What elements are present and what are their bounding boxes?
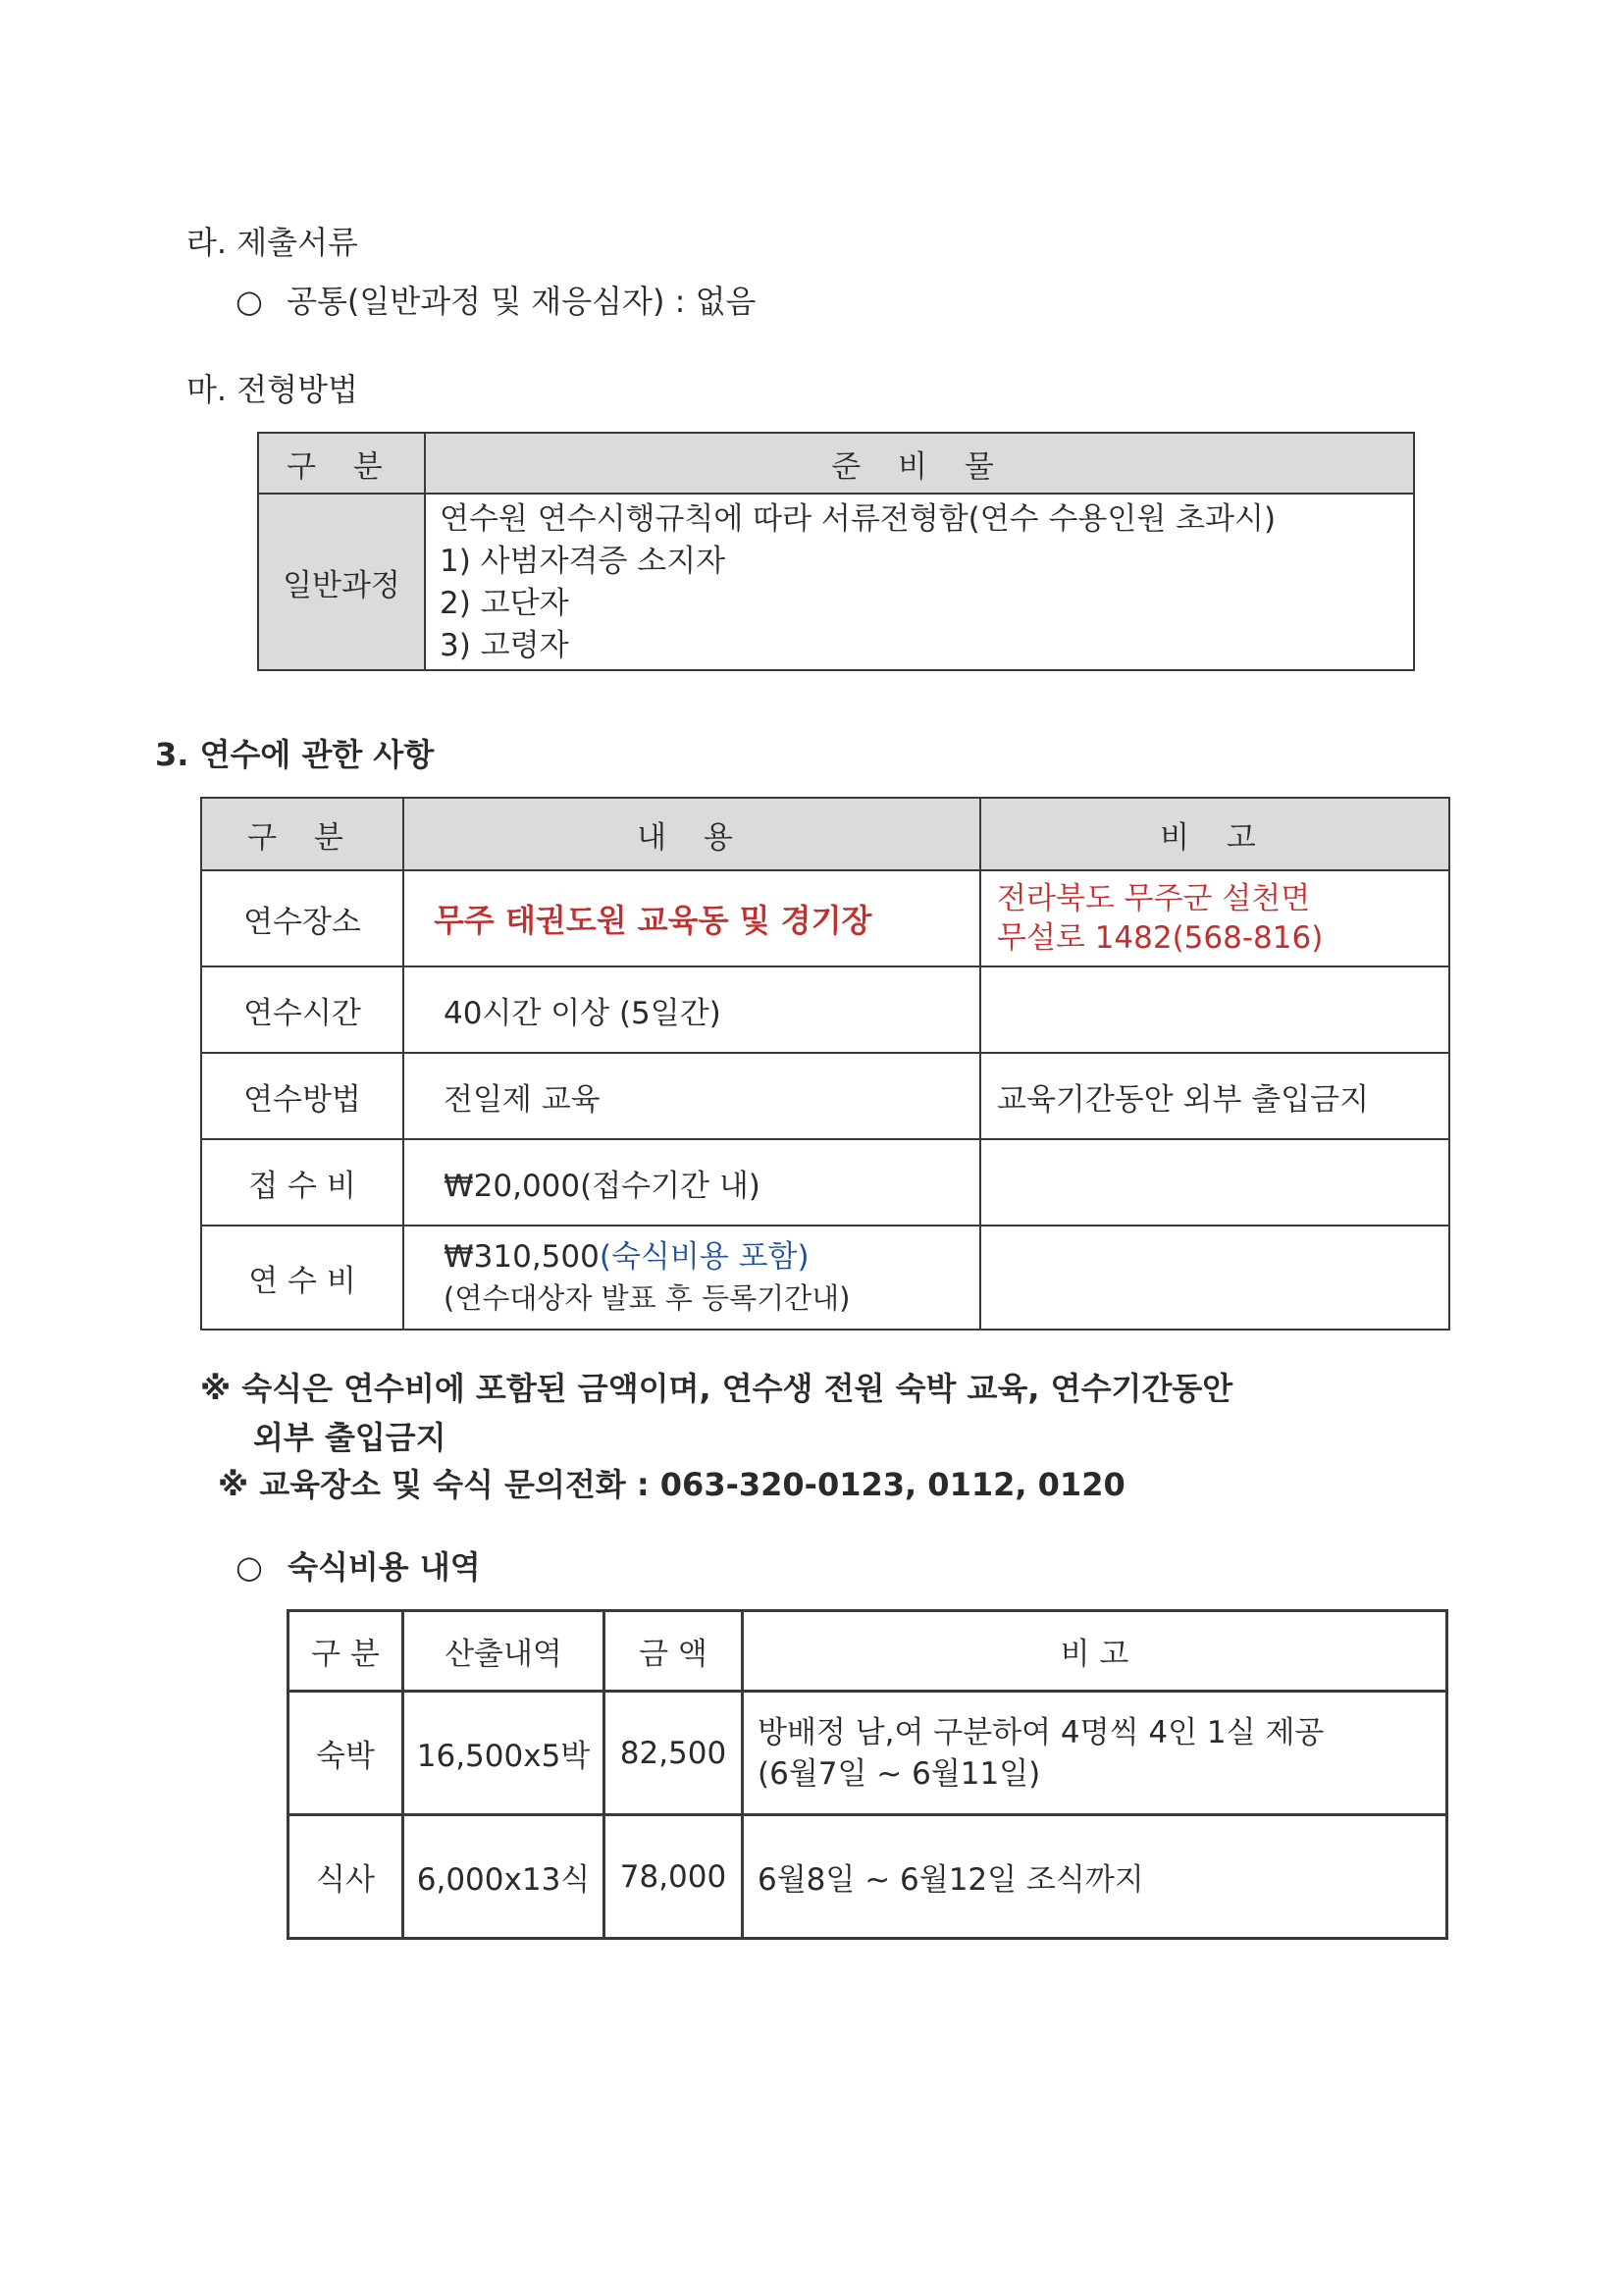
table2-row [201, 1053, 1449, 1139]
section-ra-item-text: 공통(일반과정 및 재응심자) : 없음 [287, 283, 757, 320]
table2-header-note: 비 고 [980, 798, 1449, 870]
table2-row-content: 40시간 이상 (5일간) [403, 966, 980, 1053]
table3-header-amount: 금 액 [604, 1611, 743, 1692]
table2-row-note [980, 1226, 1449, 1330]
table2-header-category: 구 분 [201, 798, 403, 870]
table1-row-label: 일반과정 [258, 494, 425, 670]
note2: ※ 교육장소 및 숙식 문의전화 : 063-320-0123, 0112, 0120 [218, 1466, 1126, 1503]
table2-row-label: 연 수 비 [201, 1226, 403, 1330]
table1-line: 1) 사범자격증 소지자 [440, 544, 726, 579]
lodging-cost-table [287, 1609, 1448, 1940]
table2-fee-line2: (연수대상자 발표 후 등록기간내) [444, 1281, 851, 1315]
table3-header-calc: 산출내역 [403, 1611, 604, 1692]
table2-row [201, 1226, 1449, 1330]
table3-header-category: 구 분 [288, 1611, 403, 1692]
lodging-title [236, 1542, 481, 1588]
circle-bullet-icon: ○ [236, 1548, 263, 1586]
table2-row [201, 870, 1449, 966]
table2-row [201, 1139, 1449, 1226]
table3-row-label: 식사 [288, 1815, 403, 1939]
table2-row-label: 연수장소 [201, 870, 403, 966]
table3-note-line: (6월7일 ~ 6월11일) [758, 1755, 1041, 1792]
table2-fee-note: (숙식비용 포함) [599, 1239, 810, 1275]
table2-note-line: 전라북도 무주군 설천면 [997, 881, 1311, 916]
table1-header-materials: 준 비 물 [425, 433, 1414, 494]
table2-row-note [980, 966, 1449, 1053]
table1-header-category: 구 분 [258, 433, 425, 494]
table3-row [288, 1815, 1447, 1939]
training-info-table [200, 797, 1450, 1331]
lodging-title-text: 숙식비용 내역 [288, 1548, 481, 1586]
table2-fee-amount: ₩310,500 [444, 1239, 600, 1275]
table3-row [288, 1692, 1447, 1815]
table2-header-row [201, 798, 1449, 870]
selection-method-table [257, 432, 1415, 671]
table3-row-label: 숙박 [288, 1692, 403, 1815]
table3-header-note: 비 고 [743, 1611, 1447, 1692]
table2-row [201, 966, 1449, 1053]
table2-fee-line [444, 1236, 979, 1278]
table1-header-row [258, 433, 1414, 494]
section-ra-item [236, 277, 756, 322]
table3-row-note [743, 1692, 1447, 1815]
table1-line: 2) 고단자 [440, 586, 569, 621]
table3-header-row [288, 1611, 1447, 1692]
table2-row-label: 접 수 비 [201, 1139, 403, 1226]
table2-row-label: 연수시간 [201, 966, 403, 1053]
table2-row-note [980, 1139, 1449, 1226]
table2-header-content: 내 용 [403, 798, 980, 870]
table2-note-line: 무설로 1482(568-816) [997, 920, 1324, 956]
table1-line: 연수원 연수시행규칙에 따라 서류전형함(연수 수용인원 초과시) [440, 501, 1277, 537]
table2-row-content: ₩20,000(접수기간 내) [403, 1139, 980, 1226]
table2-row-content: 무주 태권도원 교육동 및 경기장 [403, 870, 980, 966]
circle-bullet-icon: ○ [236, 283, 263, 320]
section-ma-title: 마. 전형방법 [186, 371, 358, 408]
table2-row-label: 연수방법 [201, 1053, 403, 1139]
note1-line2: 외부 출입금지 [253, 1419, 446, 1456]
table1-row-general [258, 494, 1414, 670]
table3-note-line: 방배정 남,여 구분하여 4명씩 4인 1실 제공 [758, 1714, 1325, 1750]
table3-row-note: 6월8일 ~ 6월12일 조식까지 [743, 1815, 1447, 1939]
table2-row-note [980, 870, 1449, 966]
section3-title: 3. 연수에 관한 사항 [155, 736, 435, 773]
section-ra-title: 라. 제출서류 [186, 224, 358, 261]
table1-line: 3) 고령자 [440, 628, 569, 663]
table3-row-calc: 16,500x5박 [403, 1692, 604, 1815]
table2-row-content [403, 1226, 980, 1330]
table2-row-content: 전일제 교육 [403, 1053, 980, 1139]
table1-row-content [425, 494, 1414, 670]
table2-row-note: 교육기간동안 외부 출입금지 [980, 1053, 1449, 1139]
note1-line1: ※ 숙식은 연수비에 포함된 금액이며, 연수생 전원 숙박 교육, 연수기간동안 [200, 1370, 1233, 1407]
table3-row-calc: 6,000x13식 [403, 1815, 604, 1939]
table3-row-amount: 82,500 [604, 1692, 743, 1815]
table3-row-amount: 78,000 [604, 1815, 743, 1939]
